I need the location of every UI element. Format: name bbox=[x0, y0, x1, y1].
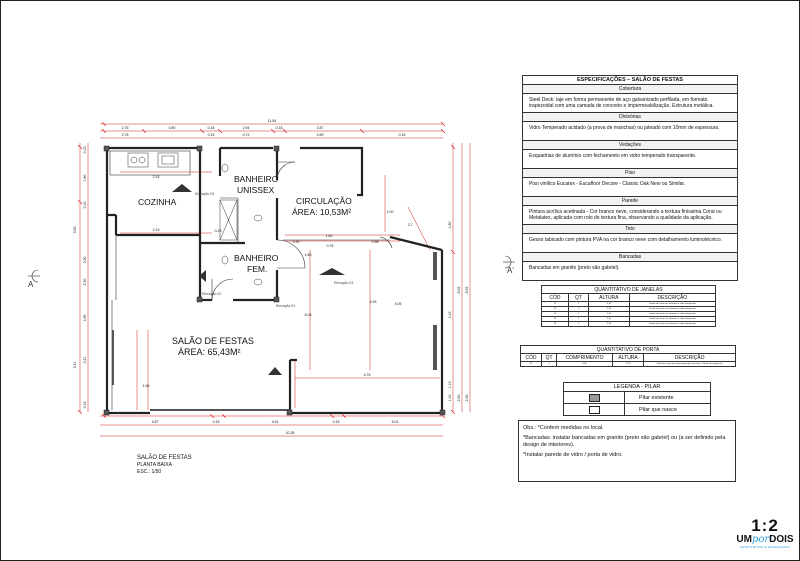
logo-ratio: 1:2 bbox=[751, 516, 779, 535]
obs-line: Obs.: *Conferir medidas no local. bbox=[523, 425, 604, 431]
observations-box bbox=[518, 420, 736, 482]
legend-title: LEGENDA - PILAR bbox=[564, 383, 710, 392]
dimension-label: 1.13 bbox=[448, 381, 452, 389]
table-cell: J4 bbox=[542, 317, 569, 322]
dimension-label: 0.72 bbox=[242, 133, 250, 137]
dimension-label: 0.80 bbox=[168, 126, 176, 130]
label-cozinha: COZINHA bbox=[138, 197, 177, 207]
table-cell: 2.10 bbox=[588, 322, 629, 327]
table-cell: 1 bbox=[568, 302, 588, 307]
legend-label: Pilar existente bbox=[639, 394, 674, 401]
dimension-label: 5.01 bbox=[391, 420, 399, 424]
windows-table bbox=[541, 285, 716, 327]
table-header: ALTURA bbox=[612, 354, 643, 362]
table-cell: 2.10 bbox=[588, 307, 629, 312]
elevation-04: Elevação 04 bbox=[195, 192, 215, 196]
table-row bbox=[542, 322, 716, 327]
spec-section-heading: Bancadas bbox=[523, 252, 737, 262]
elevation-02: Elevação 02 bbox=[202, 292, 222, 296]
spec-section-text: Bancadas em granito (preto são gabriel). bbox=[529, 265, 620, 271]
dimension-label: 2.94 bbox=[242, 126, 250, 130]
dimension-label: 3.41 bbox=[73, 361, 77, 369]
dimension-label: 2.19 bbox=[152, 228, 160, 232]
table-header: ALTURA bbox=[588, 294, 629, 302]
dimension-label: 0.15 bbox=[332, 420, 340, 424]
dimension-label: 0.76 bbox=[326, 244, 334, 248]
dimension-label: 2.7 bbox=[407, 223, 413, 227]
table-cell: 2.10 bbox=[588, 312, 629, 317]
table-row bbox=[521, 362, 736, 367]
table-cell: P1 bbox=[521, 362, 542, 367]
dimension-label: 2.15 bbox=[152, 175, 160, 179]
table-header: QT bbox=[541, 354, 556, 362]
dimension-label: 0.15 bbox=[207, 133, 215, 137]
legend-item bbox=[564, 404, 710, 415]
table-cell: 1 bbox=[568, 307, 588, 312]
table-cell: 1 bbox=[568, 322, 588, 327]
pillar-legend bbox=[563, 382, 711, 416]
dimension-label: 1.00 bbox=[386, 210, 394, 214]
dimension-label: 1.80 bbox=[304, 253, 312, 257]
label-unissex: UNISSEX bbox=[237, 185, 275, 195]
spec-section-heading: Vedações bbox=[523, 140, 737, 150]
table-cell: 2.10 bbox=[588, 302, 629, 307]
dimension-label: 11.84 bbox=[267, 119, 277, 123]
dimension-label: 4.13 bbox=[448, 311, 452, 319]
doors-table bbox=[520, 345, 736, 367]
table-cell: J5 bbox=[542, 322, 569, 327]
table-header: CÓD bbox=[521, 354, 542, 362]
specifications-panel bbox=[522, 75, 738, 281]
table-header: DESCRIÇÃO bbox=[644, 354, 736, 362]
table-cell: 1 bbox=[568, 312, 588, 317]
dimension-label: 4.05 bbox=[394, 302, 402, 306]
dimension-label: 6.03 bbox=[304, 313, 312, 317]
specifications-title: ESPECIFICAÇÕES – SALÃO DE FESTAS bbox=[523, 76, 737, 85]
table-cell: 2.10 bbox=[612, 362, 643, 367]
label-circulacao: CIRCULAÇÃO bbox=[296, 196, 352, 206]
label-fem: FEM. bbox=[247, 264, 268, 274]
pillar-new-swatch bbox=[589, 406, 600, 414]
dimension-label: 2.69 bbox=[316, 133, 324, 137]
obs-line: *Bancadas: instalar bancadas em granito (preto são gabriel) ou (a ser definido pela design de interiores). bbox=[523, 435, 726, 448]
elevation-03: Elevação 03 bbox=[334, 281, 354, 285]
dimension-label: 10.28 bbox=[285, 431, 295, 435]
table-header: QT bbox=[568, 294, 588, 302]
table-cell: J1 bbox=[542, 302, 569, 307]
dimension-label: 4.87 bbox=[151, 420, 159, 424]
dimension-label: 0.98 bbox=[371, 240, 379, 244]
dimension-lines bbox=[80, 124, 470, 436]
dimension-label: 1.80 bbox=[83, 174, 87, 182]
table-header: COMPRIMENTO bbox=[557, 354, 613, 362]
dimension-label: 1.15 bbox=[448, 394, 452, 402]
spec-section-text: Pintura acrílica acetinada - Cor branco neve, considerando a textura finíssima Coral ou Metalatex, aplicada com rolo de textura fina, observando a qualidade da aplicação. bbox=[529, 209, 722, 221]
table-cell: Janela de correr em alumínio e vidro temperado bbox=[629, 307, 715, 312]
dimension-label: 3.21 bbox=[83, 356, 87, 364]
spec-section-heading: Piso bbox=[523, 168, 737, 178]
table-cell: Janela de correr em alumínio e vidro temperado bbox=[629, 312, 715, 317]
dimension-label: 4.93 bbox=[369, 300, 377, 304]
table-cell: Janela de correr em alumínio e vidro temperado bbox=[629, 317, 715, 322]
table-cell: 0.90 bbox=[557, 362, 613, 367]
table-cell: 2.10 bbox=[588, 317, 629, 322]
spec-section-heading: Divisórias bbox=[523, 112, 737, 122]
dimension-label: 2.30 bbox=[83, 278, 87, 286]
glazing bbox=[112, 252, 437, 411]
label-banheiro-fem: BANHEIRO bbox=[234, 253, 279, 263]
dimension-label: 4.91 bbox=[271, 420, 279, 424]
dimension-label: 3.50 bbox=[83, 256, 87, 264]
table-cell: 1 bbox=[541, 362, 556, 367]
label-circulacao-area: ÁREA: 10,53M² bbox=[292, 207, 352, 217]
dimension-label: 0.15 bbox=[83, 201, 87, 209]
legend-label: Pilar que nasce bbox=[639, 406, 677, 413]
table-cell: J3 bbox=[542, 312, 569, 317]
dimension-label: 2.76 bbox=[121, 126, 129, 130]
spec-section-text: Vidro Temperado acidado (a prova de manchas) ou jateado com 10mm de espessura. bbox=[529, 125, 720, 131]
title-block bbox=[137, 455, 192, 476]
label-salao-area: ÁREA: 65,43M² bbox=[178, 347, 241, 357]
dimension-label: 4.96 bbox=[83, 314, 87, 322]
obs-line: *Instalar parede de vidro / porta de vidro. bbox=[523, 452, 623, 458]
dimension-label: 0.90 bbox=[292, 240, 300, 244]
dimension-label: 0.18 bbox=[207, 126, 215, 130]
drawing-title: SALÃO DE FESTAS bbox=[137, 455, 192, 461]
dimension-label: 2.60 bbox=[457, 394, 461, 402]
table-cell: Janela de correr em alumínio e vidro temperado bbox=[629, 322, 715, 327]
dimension-label: 1.80 bbox=[448, 221, 452, 229]
room-labels bbox=[138, 174, 352, 357]
logo-tagline: ARQUITETURA E ENGENHARIA bbox=[740, 545, 790, 549]
dimension-label: 0.15 bbox=[398, 133, 406, 137]
dimension-label: 2.36 bbox=[465, 394, 469, 402]
fixtures bbox=[128, 153, 262, 285]
pillar-existing-swatch bbox=[589, 394, 600, 402]
dimension-label: 0.15 bbox=[83, 401, 87, 409]
table-cell: J2 bbox=[542, 307, 569, 312]
dimension-label: 8.02 bbox=[457, 286, 461, 294]
dimension-label: 0.15 bbox=[212, 420, 220, 424]
dimension-label: 2.76 bbox=[121, 133, 129, 137]
dimension-label: 2.87 bbox=[316, 126, 324, 130]
dimension-label: 1.80 bbox=[325, 234, 333, 238]
spec-section-heading: Parede bbox=[523, 196, 737, 206]
spec-section-text: Piso vinílico Eucatex - Eucafloor Decore - Classic Oak New ou Similar. bbox=[529, 181, 686, 187]
company-logo bbox=[735, 517, 795, 549]
logo-name: UMporDOIS bbox=[736, 534, 794, 545]
dimension-label: 0.15 bbox=[83, 146, 87, 154]
table-title: QUANTITATIVO DE PORTA bbox=[521, 346, 736, 354]
dimension-label: 8.92 bbox=[465, 286, 469, 294]
table-header: DESCRIÇÃO bbox=[629, 294, 715, 302]
label-banheiro-unissex: BANHEIRO bbox=[234, 174, 279, 184]
section-a-left: A bbox=[28, 280, 34, 289]
table-cell: 1 bbox=[568, 317, 588, 322]
dimension-label: 0.23 bbox=[214, 229, 222, 233]
elevation-01: Elevação 01 bbox=[276, 304, 296, 308]
table-cell: Janela de correr em alumínio e vidro temperado bbox=[629, 302, 715, 307]
spec-section-text: Esquadrias de alumínio com fechamento em vidro temperado transparente. bbox=[529, 153, 697, 159]
dimension-label: 3.65 bbox=[73, 226, 77, 234]
dimension-label: 1.56 bbox=[142, 384, 150, 388]
dimension-label: 4.76 bbox=[363, 373, 371, 377]
dimension-label: 0.18 bbox=[275, 126, 283, 130]
spec-section-heading: Cobertura bbox=[523, 85, 737, 94]
spec-section-text: Gesso tabicado com pintura PVA na cor branco neve com detalhamento luminotécnico. bbox=[529, 237, 723, 243]
drawing-subtitle: PLANTA BAIXA bbox=[137, 462, 172, 468]
section-a-right: A' bbox=[507, 266, 514, 275]
legend-item bbox=[564, 392, 710, 404]
spec-section-heading: Teto bbox=[523, 224, 737, 234]
table-header: CÓD bbox=[542, 294, 569, 302]
table-cell: Porta de correr em vidro temperado (incolor) c/ 10mm de espessura bbox=[644, 362, 736, 367]
drawing-scale: ESC.: 1/50 bbox=[137, 469, 162, 475]
table-title: QUANTITATIVO DE JANELAS bbox=[542, 286, 716, 294]
label-salao: SALÃO DE FESTAS bbox=[172, 336, 254, 346]
spec-section-text: Steel Deck: laje em forma permanente de aço galvanizado perfilada, em formato trapezoidal com uma camada de concreto e impermeabilização. Estrutura metálica. bbox=[529, 97, 714, 109]
